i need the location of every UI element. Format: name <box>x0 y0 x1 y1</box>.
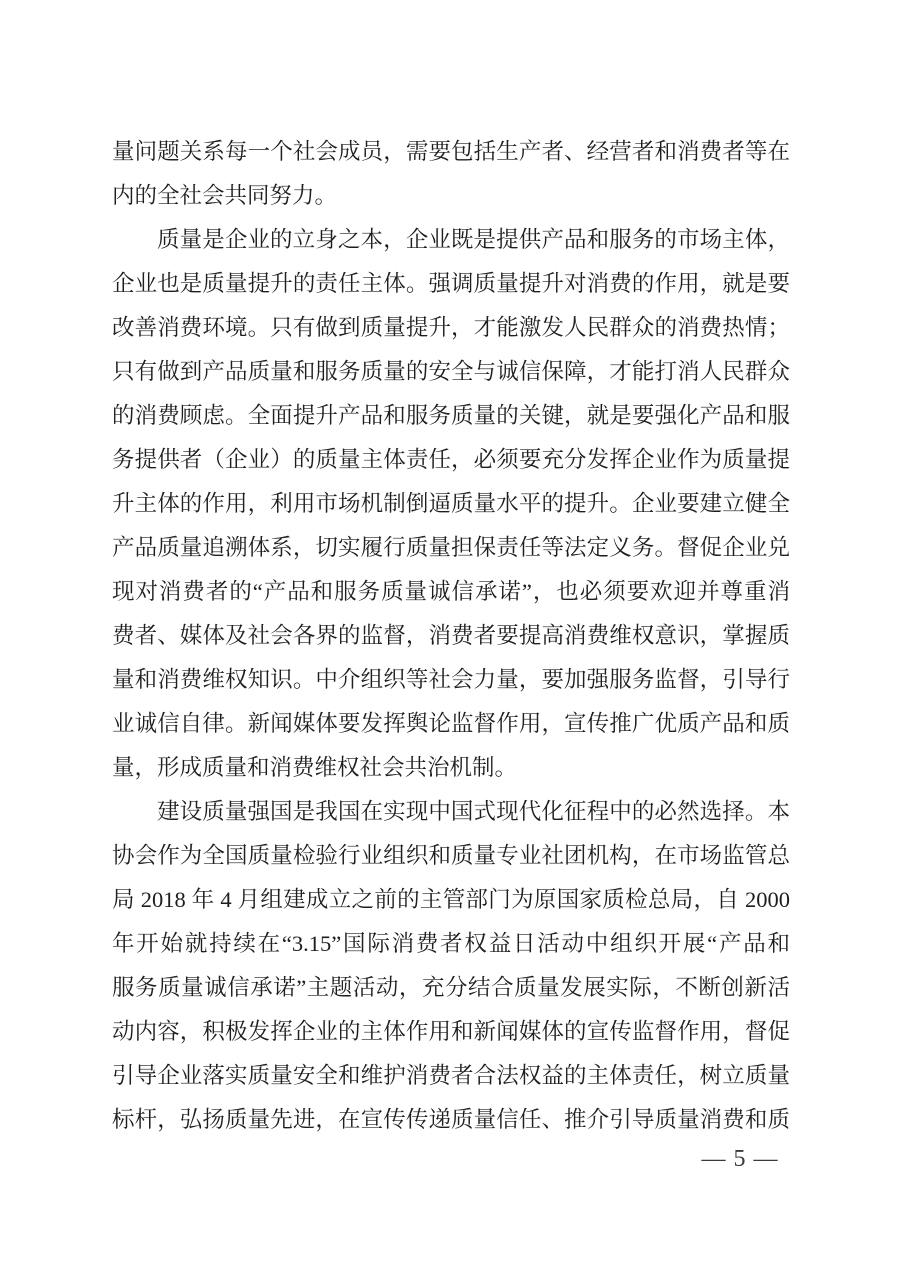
text-line: 局 2018 年 4 月组建成立之前的主管部门为原国家质检总局，自 2000 <box>112 887 790 912</box>
text-line: 量和消费维权知识。中介组织等社会力量，要加强服务监督，引导行 <box>112 667 790 692</box>
text-line: 协会作为全国质量检验行业组织和质量专业社团机构，在市场监管总 <box>112 843 790 868</box>
text-line: 动内容，积极发挥企业的主体作用和新闻媒体的宣传监督作用，督促 <box>112 1019 790 1044</box>
text-line: 量问题关系每一个社会成员，需要包括生产者、经营者和消费者等在 <box>112 139 790 164</box>
text-line: 改善消费环境。只有做到质量提升，才能激发人民群众的消费热情； <box>112 315 790 340</box>
text-line: 务提供者（企业）的质量主体责任，必须要充分发挥企业作为质量提 <box>112 447 790 472</box>
text-line: 费者、媒体及社会各界的监督，消费者要提高消费维权意识，掌握质 <box>112 623 790 648</box>
text-line: 升主体的作用，利用市场机制倒逼质量水平的提升。企业要建立健全 <box>112 491 790 516</box>
text-line: 引导企业落实质量安全和维护消费者合法权益的主体责任，树立质量 <box>112 1063 790 1088</box>
text-line: 现对消费者的“产品和服务质量诚信承诺”，也必须要欢迎并尊重消 <box>112 579 790 604</box>
text-line: 业诚信自律。新闻媒体要发挥舆论监督作用，宣传推广优质产品和质 <box>112 711 790 736</box>
text-line: 只有做到产品质量和服务质量的安全与诚信保障，才能打消人民群众 <box>112 359 790 384</box>
text-line: 企业也是质量提升的责任主体。强调质量提升对消费的作用，就是要 <box>112 271 790 296</box>
text-line: 的消费顾虑。全面提升产品和服务质量的关键，就是要强化产品和服 <box>112 403 790 428</box>
text-line: 内的全社会共同努力。 <box>112 183 338 208</box>
document-body <box>112 130 790 1142</box>
text-line: 建设质量强国是我国在实现中国式现代化征程中的必然选择。本 <box>157 799 790 824</box>
text-line: 量，形成质量和消费维权社会共治机制。 <box>112 755 518 780</box>
text-line: 质量是企业的立身之本，企业既是提供产品和服务的市场主体， <box>157 227 790 252</box>
page-number: — 5 — <box>701 1146 779 1172</box>
text-line: 标杆，弘扬质量先进，在宣传传递质量信任、推介引导质量消费和质 <box>112 1107 790 1132</box>
text-line: 年开始就持续在“3.15”国际消费者权益日活动中组织开展“产品和 <box>112 931 790 956</box>
text-line: 服务质量诚信承诺”主题活动，充分结合质量发展实际，不断创新活 <box>112 975 790 1000</box>
text-line: 产品质量追溯体系，切实履行质量担保责任等法定义务。督促企业兑 <box>112 535 790 560</box>
